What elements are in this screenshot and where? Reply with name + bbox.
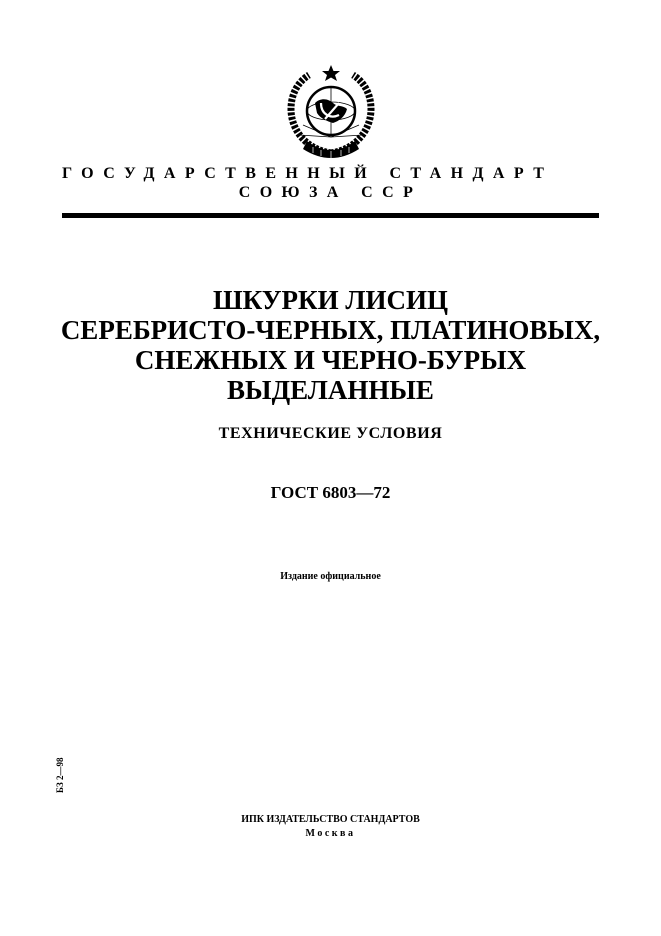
header-state-standard: ГОСУДАРСТВЕННЫЙ СТАНДАРТ: [62, 165, 554, 182]
header-union: СОЮЗА ССР: [238, 184, 423, 201]
header-rule: [62, 213, 599, 218]
title-line: СЕРЕБРИСТО-ЧЕРНЫХ, ПЛАТИНОВЫХ,: [60, 315, 601, 345]
edition-note: Издание официальное: [280, 571, 381, 582]
city: Москва: [305, 828, 356, 839]
document-subtitle: ТЕХНИЧЕСКИЕ УСЛОВИЯ: [218, 425, 443, 442]
title-line: ВЫДЕЛАННЫЕ: [227, 375, 434, 405]
standard-number: ГОСТ 6803—72: [270, 483, 391, 502]
publisher: ИПК ИЗДАТЕЛЬСТВО СТАНДАРТОВ: [241, 814, 420, 825]
title-line: ШКУРКИ ЛИСИЦ: [213, 285, 448, 315]
document-title: [0, 285, 661, 405]
side-note: БЗ 2—98: [55, 757, 65, 793]
emblem-star: [322, 65, 340, 81]
title-line: СНЕЖНЫХ И ЧЕРНО-БУРЫХ: [134, 345, 527, 375]
ussr-emblem: [285, 63, 377, 163]
